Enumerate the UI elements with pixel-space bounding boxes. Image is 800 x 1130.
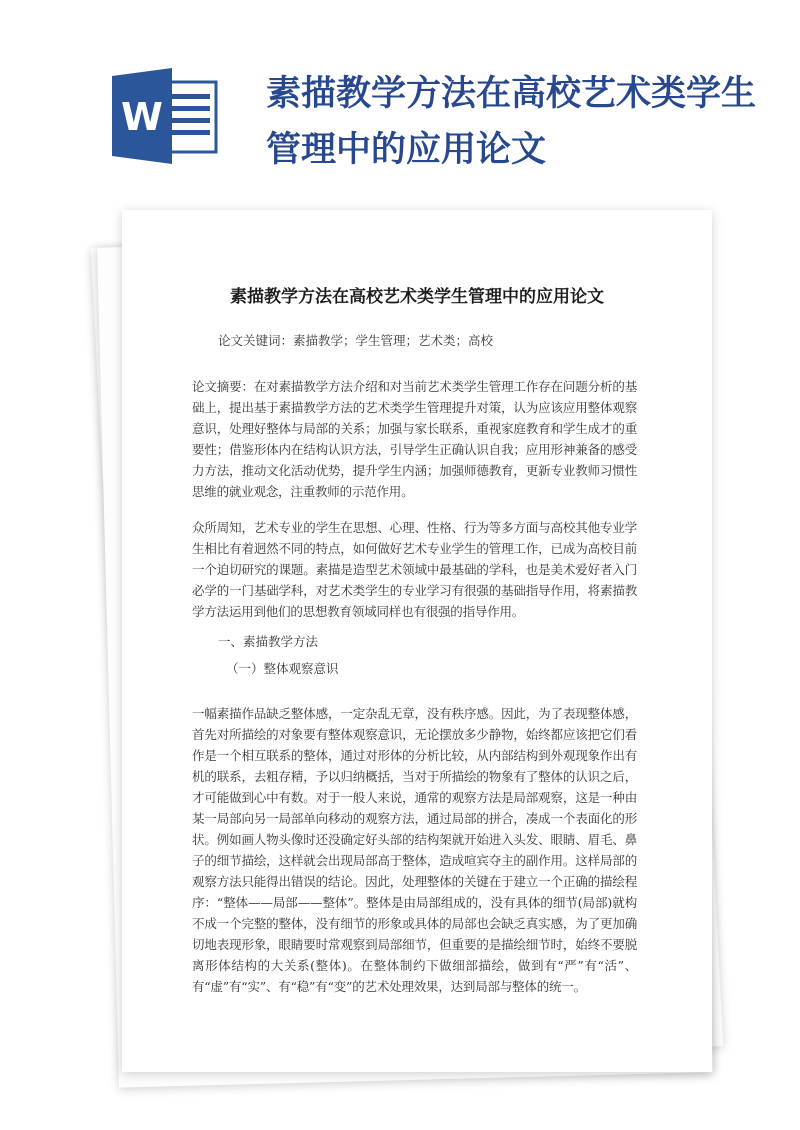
abstract-paragraph: 论文摘要：在对素描教学方法介绍和对当前艺术类学生管理工作存在问题分析的基础上，提出基于素描教学方法的艺术类学生管理提升对策，认为应该应用整体观察意识，处理好整体与局部的关系；加强与家长联系，重视家庭教育和学生成才的重要性；借鉴形体内在结构认识方法，引导学生正确认识自我；应用形神兼备的感受力方法，推动文化活动优势，提升学生内涵；加强师德教育，更新专业教师习惯性思维的就业观念，注重教师的示范作用。 [192,379,637,499]
document-title: 素描教学方法在高校艺术类学生管理中的应用论文 [230,287,604,307]
logo-letter: W [121,95,163,139]
section-heading: 一、素描教学方法 [218,634,319,649]
header-title: 素描教学方法在高校艺术类学生管理中的应用论文 [266,73,757,170]
subsection-heading: （一）整体观察意识 [226,661,339,676]
document-page [122,210,712,1072]
intro-paragraph: 众所周知，艺术专业的学生在思想、心理、性格、行为等多方面与高校其他专业学生相比有着迥然不同的特点，如何做好艺术专业学生的管理工作，已成为高校目前一个迫切研究的课题。素描是造型艺术领域中最基础的学科，也是美术爱好者入门必学的一门基础学科，对艺术类学生的专业学习有很强的基础指导作用，将素描教学方法运用到他们的思想教育领域同样也有很强的指导作用。 [192,520,637,619]
word-logo-icon [110,68,220,164]
body-paragraph: 一幅素描作品缺乏整体感，一定杂乱无章，没有秩序感。因此，为了表现整体感，首先对所描绘的对象要有整体观察意识，无论摆放多少静物，始终都应该把它们看作是一个相互联系的整体，通过对形体的分析比较，从内部结构到外观现象作出有机的联系，去粗存精，予以归纳概括，当对于所描绘的物象有了整体的认识之后，才可能做到心中有数。对于一般人来说，通常的观察方法是局部观察，这是一种由某一局部向另一局部单向移动的观察方法，通过局部的拼合，凑成一个表面化的形状。例如画人物头像时还没确定好头部的结构架就开始进入头发、眼睛、眉毛、鼻子的细节描绘，这样就会出现局部高于整体，造成喧宾夺主的副作用。这样局部的观察方法只能得出错误的结论。因此，处理整体的关键在于建立一个正确的描绘程序：“整体——局部——整体”。整体是由局部组成的，没有具体的细节(局部)就构不成一个完整的整体，没有细节的形象或具体的局部也会缺乏真实感，为了更加确切地表现形象，眼睛要时常观察到局部细节，但重要的是描绘细节时，始终不要脱离形体结构的大关系(整体)。在整体制约下做细部描绘，做到有“严”有“活”、有“虚”有“实”、有“稳”有“变”的艺术处理效果，达到局部与整体的统一。 [192,706,637,994]
keywords-line: 论文关键词：素描教学；学生管理；艺术类；高校 [218,333,494,348]
